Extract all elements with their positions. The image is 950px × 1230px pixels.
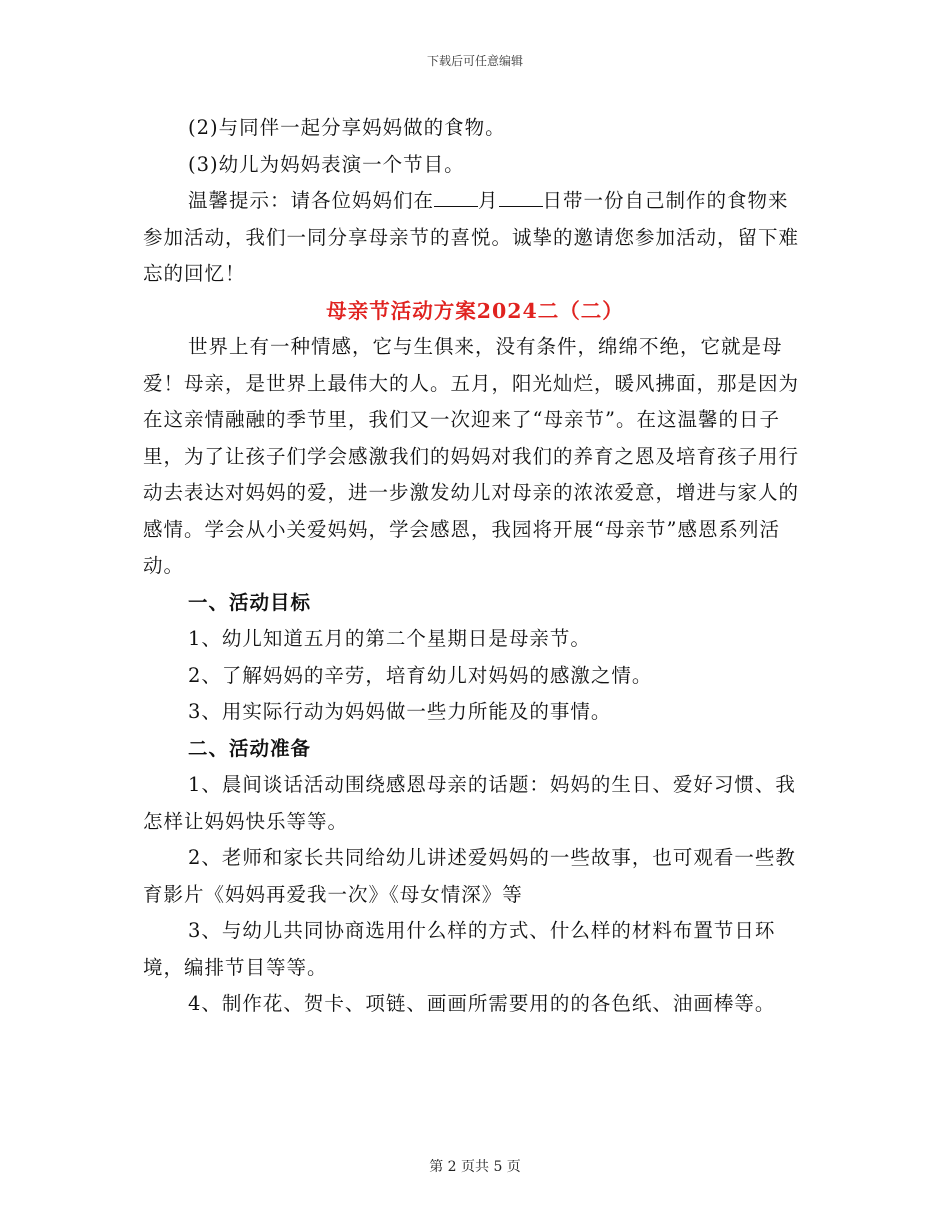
list-item: 4、制作花、贺卡、项链、画画所需要用的的各色纸、油画棒等。: [188, 992, 776, 1015]
tip-month: 月: [478, 189, 499, 212]
list-item: (2)与同伴一起分享妈妈做的食物。: [188, 116, 506, 139]
intro-paragraph: 世界上有一种情感，它与生俱来，没有条件，绵绵不绝，它就是母爱！母亲，是世界上最伟大的人。五月，阳光灿烂，暖风拂面，那是因为在这亲情融融的季节里，我们又一次迎来了“母亲节”。在这温馨的日子里，为了让孩子们学会感激我们的妈妈对我们的养育之恩及培育孩子用行动去表达对妈妈的爱，进一步激发幼儿对母亲的浓浓爱意，增进与家人的感情。学会从小关爱妈妈，学会感恩，我园将开展“母亲节”感恩系列活动。: [143, 335, 800, 577]
tip-prefix: 温馨提示：请各位妈妈们在: [188, 189, 435, 212]
list-item: 2、了解妈妈的辛劳，培育幼儿对妈妈的感激之情。: [188, 663, 653, 687]
list-item: 1、晨间谈话活动围绕感恩母亲的话题：妈妈的生日、爱好习惯、我怎样让妈妈快乐等等。: [143, 773, 796, 833]
tip-rest: 日带一份自己制作的食物来参加活动，我们一同分享母亲节的喜悦。诚挚的邀请您参加活动，留下难忘的回忆！: [143, 189, 800, 285]
list-item: 3、与幼儿共同协商选用什么样的方式、什么样的材料布置节日环境，编排节目等等。: [143, 919, 776, 979]
page-header: 下载后可任意编辑: [426, 54, 523, 68]
blank-line: [499, 188, 543, 207]
prep-heading: 二、活动准备: [188, 736, 312, 760]
document-body: [143, 110, 807, 1023]
tip-paragraph: [143, 183, 807, 293]
list-item: 1、幼儿知道五月的第二个星期日是母亲节。: [188, 627, 591, 650]
section-title: 母亲节活动方案2024二（二）: [326, 298, 624, 323]
list-item: 2、老师和家长共同给幼儿讲述爱妈妈的一些故事，也可观看一些教育影片《妈妈再爱我一次》《母女情深》等: [143, 846, 796, 906]
page-footer: 第 2 页共 5 页: [429, 1159, 521, 1175]
list-item: (3)幼儿为妈妈表演一个节目。: [188, 152, 465, 176]
blank-line: [434, 188, 478, 207]
goals-heading: 一、活动目标: [188, 590, 312, 614]
list-item: 3、用实际行动为妈妈做一些力所能及的事情。: [188, 700, 612, 723]
